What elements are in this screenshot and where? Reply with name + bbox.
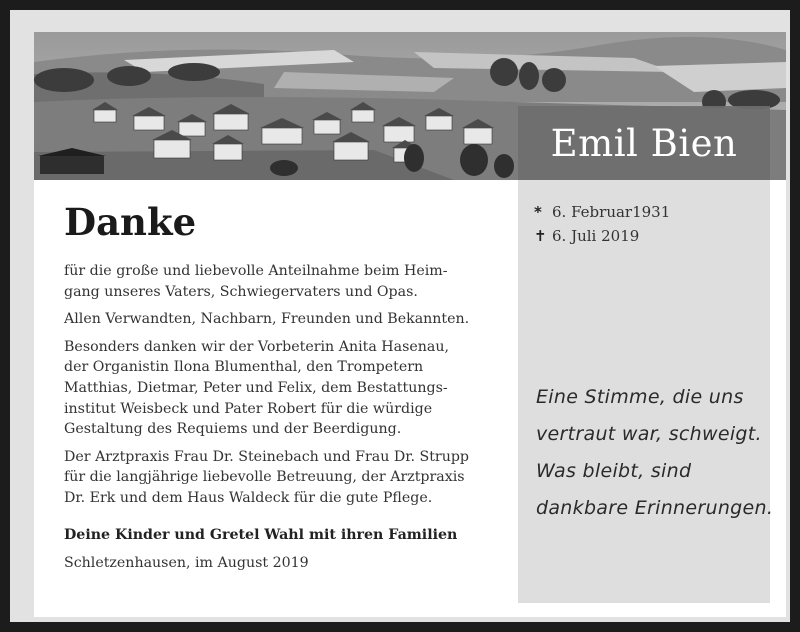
paragraph (64, 447, 506, 509)
text-line: Matthias, Dietmar, Peter und Felix, dem Bestattungs- (64, 379, 448, 396)
text-line: gang unseres Vaters, Schwiegervaters und Opas. (64, 283, 418, 300)
paragraph (64, 261, 506, 302)
text-line: Allen Verwandten, Nachbarn, Freunden und Bekannten. (64, 311, 470, 328)
thanks-title: Danke (64, 200, 197, 244)
text-line: für die langjährige liebevolle Betreuung, der Arztpraxis (64, 469, 465, 486)
obituary-card (34, 32, 786, 617)
paragraph (64, 337, 506, 440)
family-signature: Deine Kinder und Gretel Wahl mit ihren Familien (64, 526, 458, 543)
deceased-name: Emil Bien (550, 121, 738, 165)
place-and-date: Schletzenhausen, im August 2019 (64, 554, 309, 571)
thanks-body (64, 261, 506, 509)
paragraph (64, 309, 506, 330)
birth-date-row (534, 200, 670, 224)
memorial-quote (536, 379, 772, 527)
life-dates (534, 200, 670, 248)
text-line: Dr. Erk und dem Haus Waldeck für die gute Pflege. (64, 489, 433, 506)
text-line: Gestaltung des Requiems und der Beerdigung. (64, 421, 402, 438)
text-line: Der Arztpraxis Frau Dr. Steinebach und Frau Dr. Strupp (64, 448, 470, 465)
text-line: für die große und liebevolle Anteilnahme beim Heim- (64, 263, 448, 279)
death-cross-icon: ✝ (534, 227, 547, 245)
quote-line: Was bleibt, sind (536, 460, 692, 482)
death-date-row (534, 224, 670, 248)
death-date: 6. Juli 2019 (552, 227, 640, 245)
quote-line: dankbare Erinnerungen. (536, 497, 774, 519)
text-line: der Organistin Ilona Blumenthal, den Trompetern (64, 359, 424, 376)
side-panel (518, 180, 774, 603)
birth-star-icon: * (534, 203, 542, 221)
quote-line: vertraut war, schweigt. (536, 423, 762, 445)
birth-date: 6. Februar1931 (552, 203, 671, 221)
quote-line: Eine Stimme, die uns (536, 386, 744, 408)
thanks-section (64, 200, 506, 571)
deceased-name-box (518, 106, 770, 180)
text-line: institut Weisbeck und Pater Robert für die würdige (64, 400, 433, 417)
text-line: Besonders danken wir der Vorbeterin Anita Hasenau, (64, 338, 450, 355)
